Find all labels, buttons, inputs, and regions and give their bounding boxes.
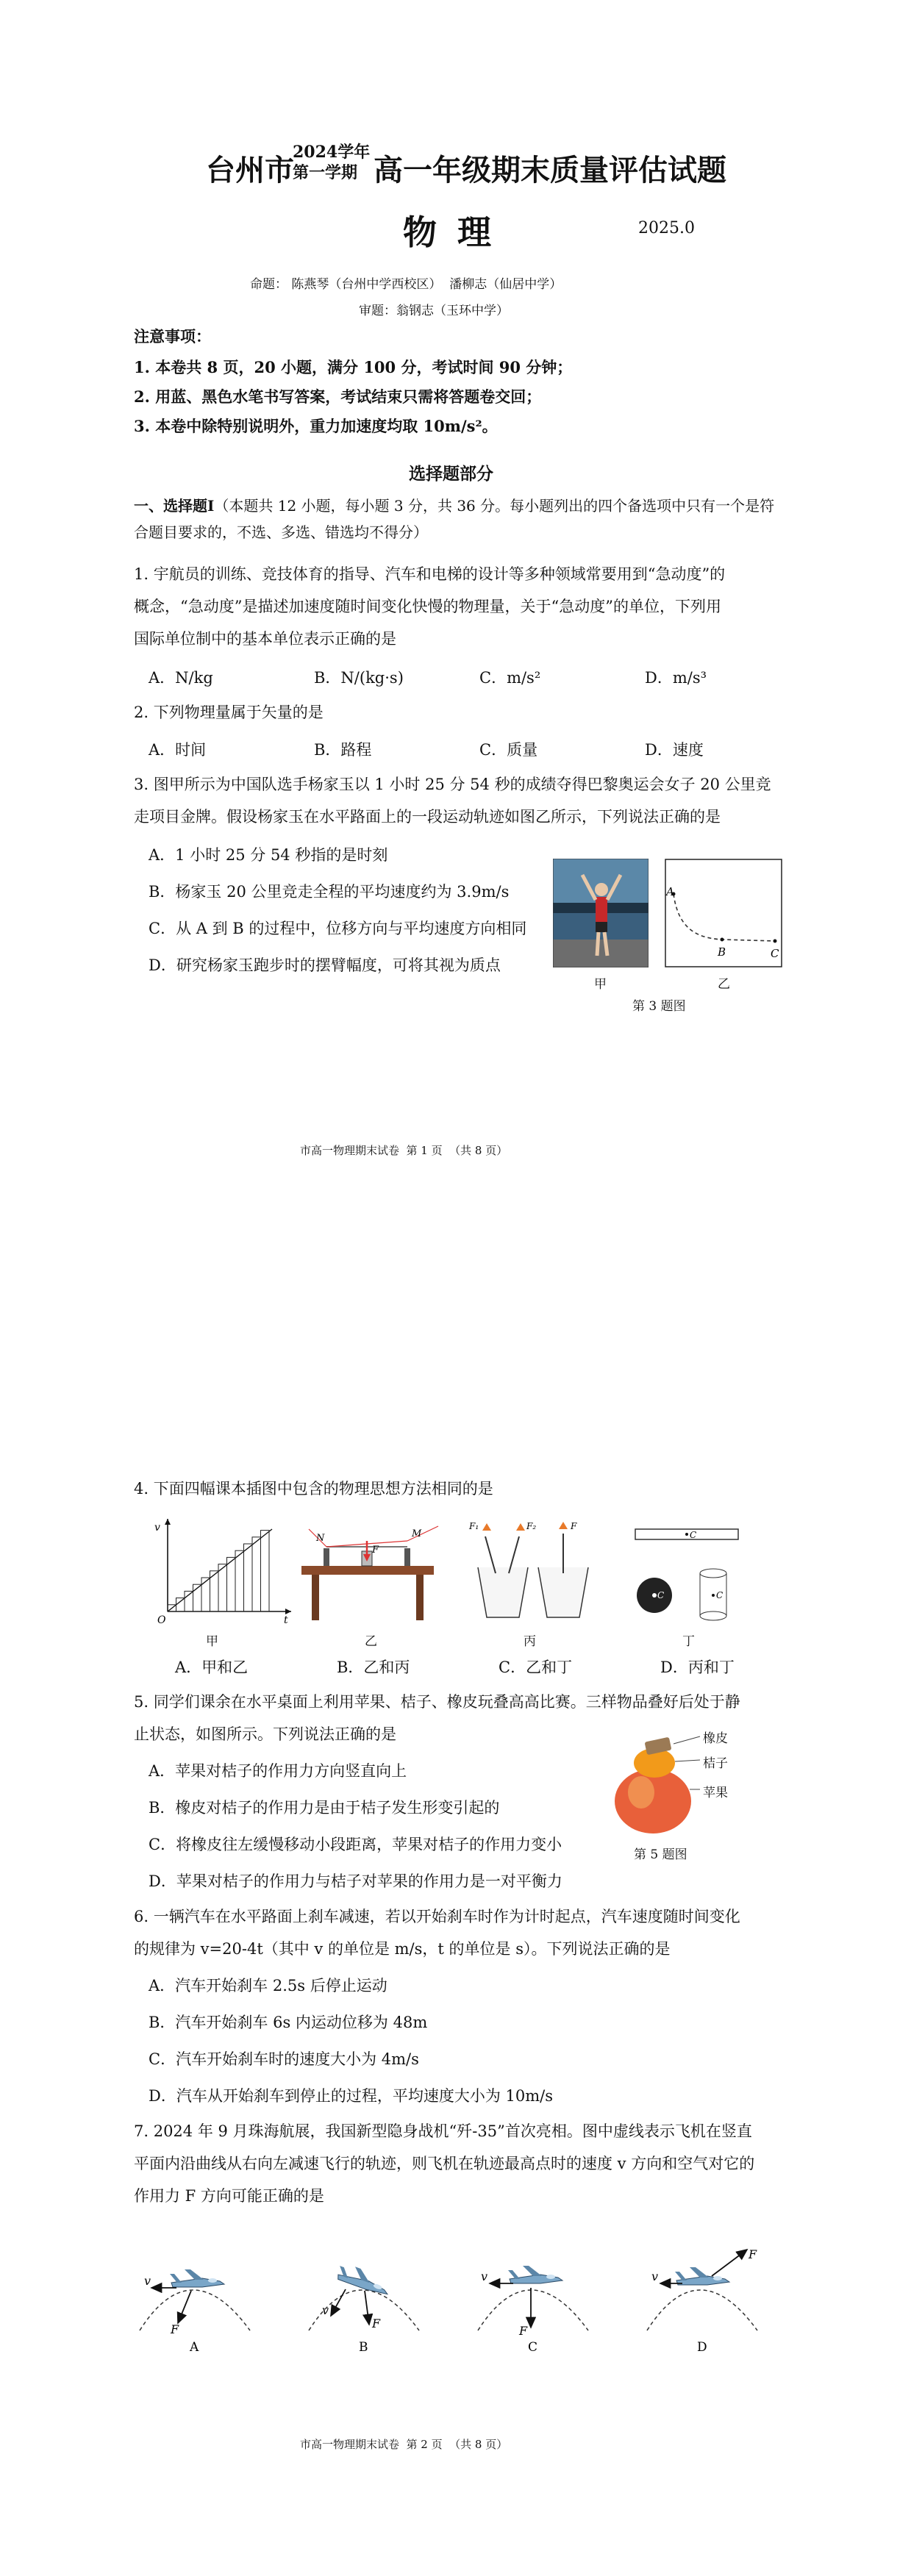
q3-line-1: 3. 图甲所示为中国队选手杨家玉以 1 小时 25 分 54 秒的成绩夺得巴黎奥运会女子 20 公里竞 bbox=[134, 776, 771, 793]
q2-options bbox=[149, 738, 810, 760]
q5-option-a[interactable]: A．苹果对桔子的作用力方向竖直向上 bbox=[149, 1762, 407, 1780]
exam-title: 高一年级期末质量评估试题 bbox=[374, 153, 726, 187]
t-axis-label: t bbox=[284, 1614, 288, 1625]
q3-line-2: 走项目金牌。假设杨家玉在水平路面上的一段运动轨迹如图乙所示，下列说法正确的是 bbox=[134, 808, 721, 826]
q3-fig-label-b: 乙 bbox=[718, 977, 730, 992]
stair-bar bbox=[218, 1564, 227, 1611]
q7-label-c: C bbox=[528, 2340, 538, 2355]
subject-title: 物 理 bbox=[403, 212, 496, 252]
exam-city: 台州市 bbox=[206, 153, 294, 187]
q7-line-2: 平面内沿曲线从右向左减速飞行的轨迹，则飞机在轨迹最高点时的速度 v 方向和空气对它的 bbox=[134, 2155, 755, 2172]
notice-heading: 注意事项： bbox=[134, 327, 211, 346]
q4-fig-label-b: 乙 bbox=[365, 1634, 377, 1649]
q5-fig-caption: 第 5 题图 bbox=[634, 1847, 687, 1862]
vt-staircase-graph bbox=[147, 1514, 294, 1625]
stair-bar bbox=[235, 1550, 244, 1611]
q5-line-2: 止状态，如图所示。下列说法正确的是 bbox=[134, 1725, 396, 1743]
option-d-diagram[interactable] bbox=[647, 2247, 757, 2355]
q7-label-a: A bbox=[190, 2340, 199, 2355]
q4-fig-label-c: 丙 bbox=[524, 1634, 536, 1649]
q1-line-3: 国际单位制中的基本单位表示正确的是 bbox=[134, 630, 396, 648]
q1-line-1: 1. 宇航员的训练、竞技体育的指导、汽车和电梯的设计等多种领域常要用到“急动度”的 bbox=[134, 565, 726, 583]
q4-options bbox=[175, 1656, 822, 1678]
stair-bar bbox=[176, 1598, 185, 1611]
force-f2-label: F₂ bbox=[526, 1521, 537, 1531]
disc-c-label: C bbox=[657, 1590, 665, 1600]
q4-fig-label-a: 甲 bbox=[206, 1634, 218, 1649]
q2-stem: 2. 下列物理量属于矢量的是 bbox=[134, 704, 324, 721]
q2-option-d[interactable]: D．速度 bbox=[645, 741, 704, 759]
school-year-top: 2024学年 bbox=[293, 143, 371, 162]
q5-option-c[interactable]: C．将橡皮往左缓慢移动小段距离，苹果对桔子的作用力变小 bbox=[149, 1836, 562, 1853]
q5-line-1: 5. 同学们课余在水平桌面上利用苹果、桔子、橡皮玩叠高高比赛。三样物品叠好后处于静 bbox=[134, 1693, 740, 1711]
school-year-bottom: 第一学期 bbox=[293, 163, 358, 182]
q4-stem: 4. 下面四幅课本插图中包含的物理思想方法相同的是 bbox=[134, 1480, 493, 1498]
part1-heading: 一、选择题Ⅰ bbox=[134, 497, 215, 515]
label-eraser: 橡皮 bbox=[703, 1731, 728, 1746]
q7d-f-label: F bbox=[749, 2247, 757, 2261]
v-axis-label: v bbox=[154, 1522, 160, 1534]
q6-option-a[interactable]: A．汽车开始刹车 2.5s 后停止运动 bbox=[149, 1977, 387, 1994]
q2-option-a[interactable]: A．时间 bbox=[149, 741, 207, 759]
stair-bar bbox=[201, 1578, 210, 1611]
cups-force-figure bbox=[463, 1514, 596, 1625]
exam-authors: 命题： 陈燕琴（台州中学西校区） 潘柳志（仙居中学） bbox=[250, 277, 562, 292]
q7d-v-label: v bbox=[651, 2269, 659, 2283]
q3-option-c[interactable]: C．从 A 到 B 的过程中，位移方向与平均速度方向相同 bbox=[149, 920, 527, 937]
point-c-label: C bbox=[771, 947, 779, 960]
q6-option-c[interactable]: C．汽车开始刹车时的速度大小为 4m/s bbox=[149, 2050, 419, 2068]
stair-bar bbox=[244, 1544, 253, 1611]
section-title: 选择题部分 bbox=[409, 464, 493, 484]
q5-option-b[interactable]: B．橡皮对桔子的作用力是由于桔子发生形变引起的 bbox=[149, 1799, 500, 1817]
trajectory-diagram bbox=[665, 859, 782, 967]
q2-option-b[interactable]: B．路程 bbox=[314, 741, 372, 759]
athlete-photo bbox=[553, 859, 649, 967]
q4-fig-label-d: 丁 bbox=[682, 1634, 695, 1649]
q4-option-d[interactable]: D．丙和丁 bbox=[660, 1659, 735, 1676]
label-orange: 桔子 bbox=[703, 1756, 728, 1771]
stair-bar bbox=[227, 1557, 236, 1611]
q3-fig-label-a: 甲 bbox=[594, 977, 607, 992]
stair-bar bbox=[252, 1537, 261, 1611]
origin-label: O bbox=[157, 1614, 166, 1625]
q1-option-c[interactable]: C．m/s² bbox=[479, 669, 541, 687]
q6-option-b[interactable]: B．汽车开始刹车 6s 内运动位移为 48m bbox=[149, 2014, 428, 2031]
notice-item-2: 2. 用蓝、黑色水笔书写答案，考试结束只需将答题卷交回； bbox=[134, 387, 542, 406]
part1-description: （本题共 12 小题，每小题 3 分，共 36 分。每小题列出的四个备选项中只有一个是符合题目要求的，不选、多选、错选均不得分） bbox=[134, 497, 775, 541]
rod-c-label: C bbox=[690, 1530, 697, 1540]
q2-option-c[interactable]: C．质量 bbox=[479, 741, 538, 759]
point-a-label: A bbox=[666, 885, 674, 898]
q6-option-d[interactable]: D．汽车从开始刹车到停止的过程，平均速度大小为 10m/s bbox=[149, 2087, 553, 2105]
part1-instructions bbox=[134, 493, 781, 545]
q4-option-b[interactable]: B．乙和丙 bbox=[337, 1659, 410, 1676]
stair-bar bbox=[261, 1531, 270, 1611]
mirror-m-label: M bbox=[412, 1528, 422, 1539]
table-deformation-figure bbox=[294, 1514, 449, 1625]
force-f1-label: F₁ bbox=[469, 1521, 479, 1531]
q7b-f-label: F bbox=[372, 2316, 381, 2330]
exam-date: 2025.0 bbox=[638, 219, 695, 237]
option-c-diagram[interactable] bbox=[478, 2266, 588, 2355]
q7a-v-label: v bbox=[144, 2274, 151, 2288]
q7c-v-label: v bbox=[481, 2269, 488, 2283]
q3-fig-caption: 第 3 题图 bbox=[632, 999, 686, 1014]
notice-item-3: 3. 本卷中除特别说明外，重力加速度均取 10m/s²。 bbox=[134, 417, 498, 435]
q7-line-3: 作用力 F 方向可能正确的是 bbox=[134, 2187, 324, 2205]
q7-label-d: D bbox=[697, 2340, 707, 2355]
notice-item-1: 1. 本卷共 8 页，20 小题，满分 100 分，考试时间 90 分钟； bbox=[134, 358, 573, 376]
q7-line-1: 7. 2024 年 9 月珠海航展，我国新型隐身战机“歼-35”首次亮相。图中虚线表示飞机在竖直 bbox=[134, 2122, 752, 2140]
center-of-mass-figure bbox=[618, 1514, 750, 1625]
q6-line-2: 的规律为 v=20-4t（其中 v 的单位是 m/s，t 的单位是 s）。下列说法正确的是 bbox=[134, 1940, 671, 1958]
q5-option-d[interactable]: D．苹果对桔子的作用力与桔子对苹果的作用力是一对平衡力 bbox=[149, 1872, 562, 1890]
q3-option-a[interactable]: A．1 小时 25 分 54 秒指的是时刻 bbox=[149, 846, 388, 864]
force-f-label-b: F bbox=[372, 1545, 379, 1556]
q1-option-d[interactable]: D．m/s³ bbox=[645, 669, 707, 687]
label-apple: 苹果 bbox=[703, 1786, 728, 1800]
mirror-n-label: N bbox=[316, 1533, 325, 1544]
option-b-diagram[interactable] bbox=[309, 2261, 419, 2355]
q6-line-1: 6. 一辆汽车在水平路面上刹车减速，若以开始刹车时作为计时起点，汽车速度随时间变化 bbox=[134, 1908, 740, 1925]
q4-option-c[interactable]: C．乙和丁 bbox=[499, 1659, 573, 1676]
q1-option-a[interactable]: A．N/kg bbox=[149, 669, 213, 687]
q7b-v-label: v bbox=[322, 2303, 329, 2317]
q1-option-b[interactable]: B．N/(kg·s) bbox=[314, 669, 404, 687]
q1-options bbox=[149, 666, 810, 688]
cylinder-c-label: C bbox=[716, 1590, 724, 1600]
q1-line-2: 概念，“急动度”是描述加速度随时间变化快慢的物理量，关于“急动度”的单位，下列用 bbox=[134, 598, 721, 615]
q7c-f-label: F bbox=[519, 2324, 528, 2338]
q3-option-d[interactable]: D．研究杨家玉跑步时的摆臂幅度，可将其视为质点 bbox=[149, 956, 501, 974]
exam-reviewer: 审题：翁钢志（玉环中学） bbox=[359, 304, 509, 318]
option-a-diagram[interactable] bbox=[140, 2269, 250, 2355]
q4-option-a[interactable]: A．甲和乙 bbox=[175, 1659, 249, 1676]
q7-label-b: B bbox=[359, 2340, 368, 2355]
q3-option-b[interactable]: B．杨家玉 20 公里竞走全程的平均速度约为 3.9m/s bbox=[149, 883, 510, 901]
force-f-label-c: F bbox=[571, 1521, 577, 1531]
point-b-label: B bbox=[718, 945, 726, 959]
fighter-jet-diagrams bbox=[132, 2242, 779, 2360]
page-1-footer: 市高一物理期末试卷 第 1 页 （共 8 页） bbox=[300, 1144, 508, 1157]
page-2-footer: 市高一物理期末试卷 第 2 页 （共 8 页） bbox=[300, 2438, 508, 2451]
q7a-f-label: F bbox=[171, 2322, 179, 2336]
